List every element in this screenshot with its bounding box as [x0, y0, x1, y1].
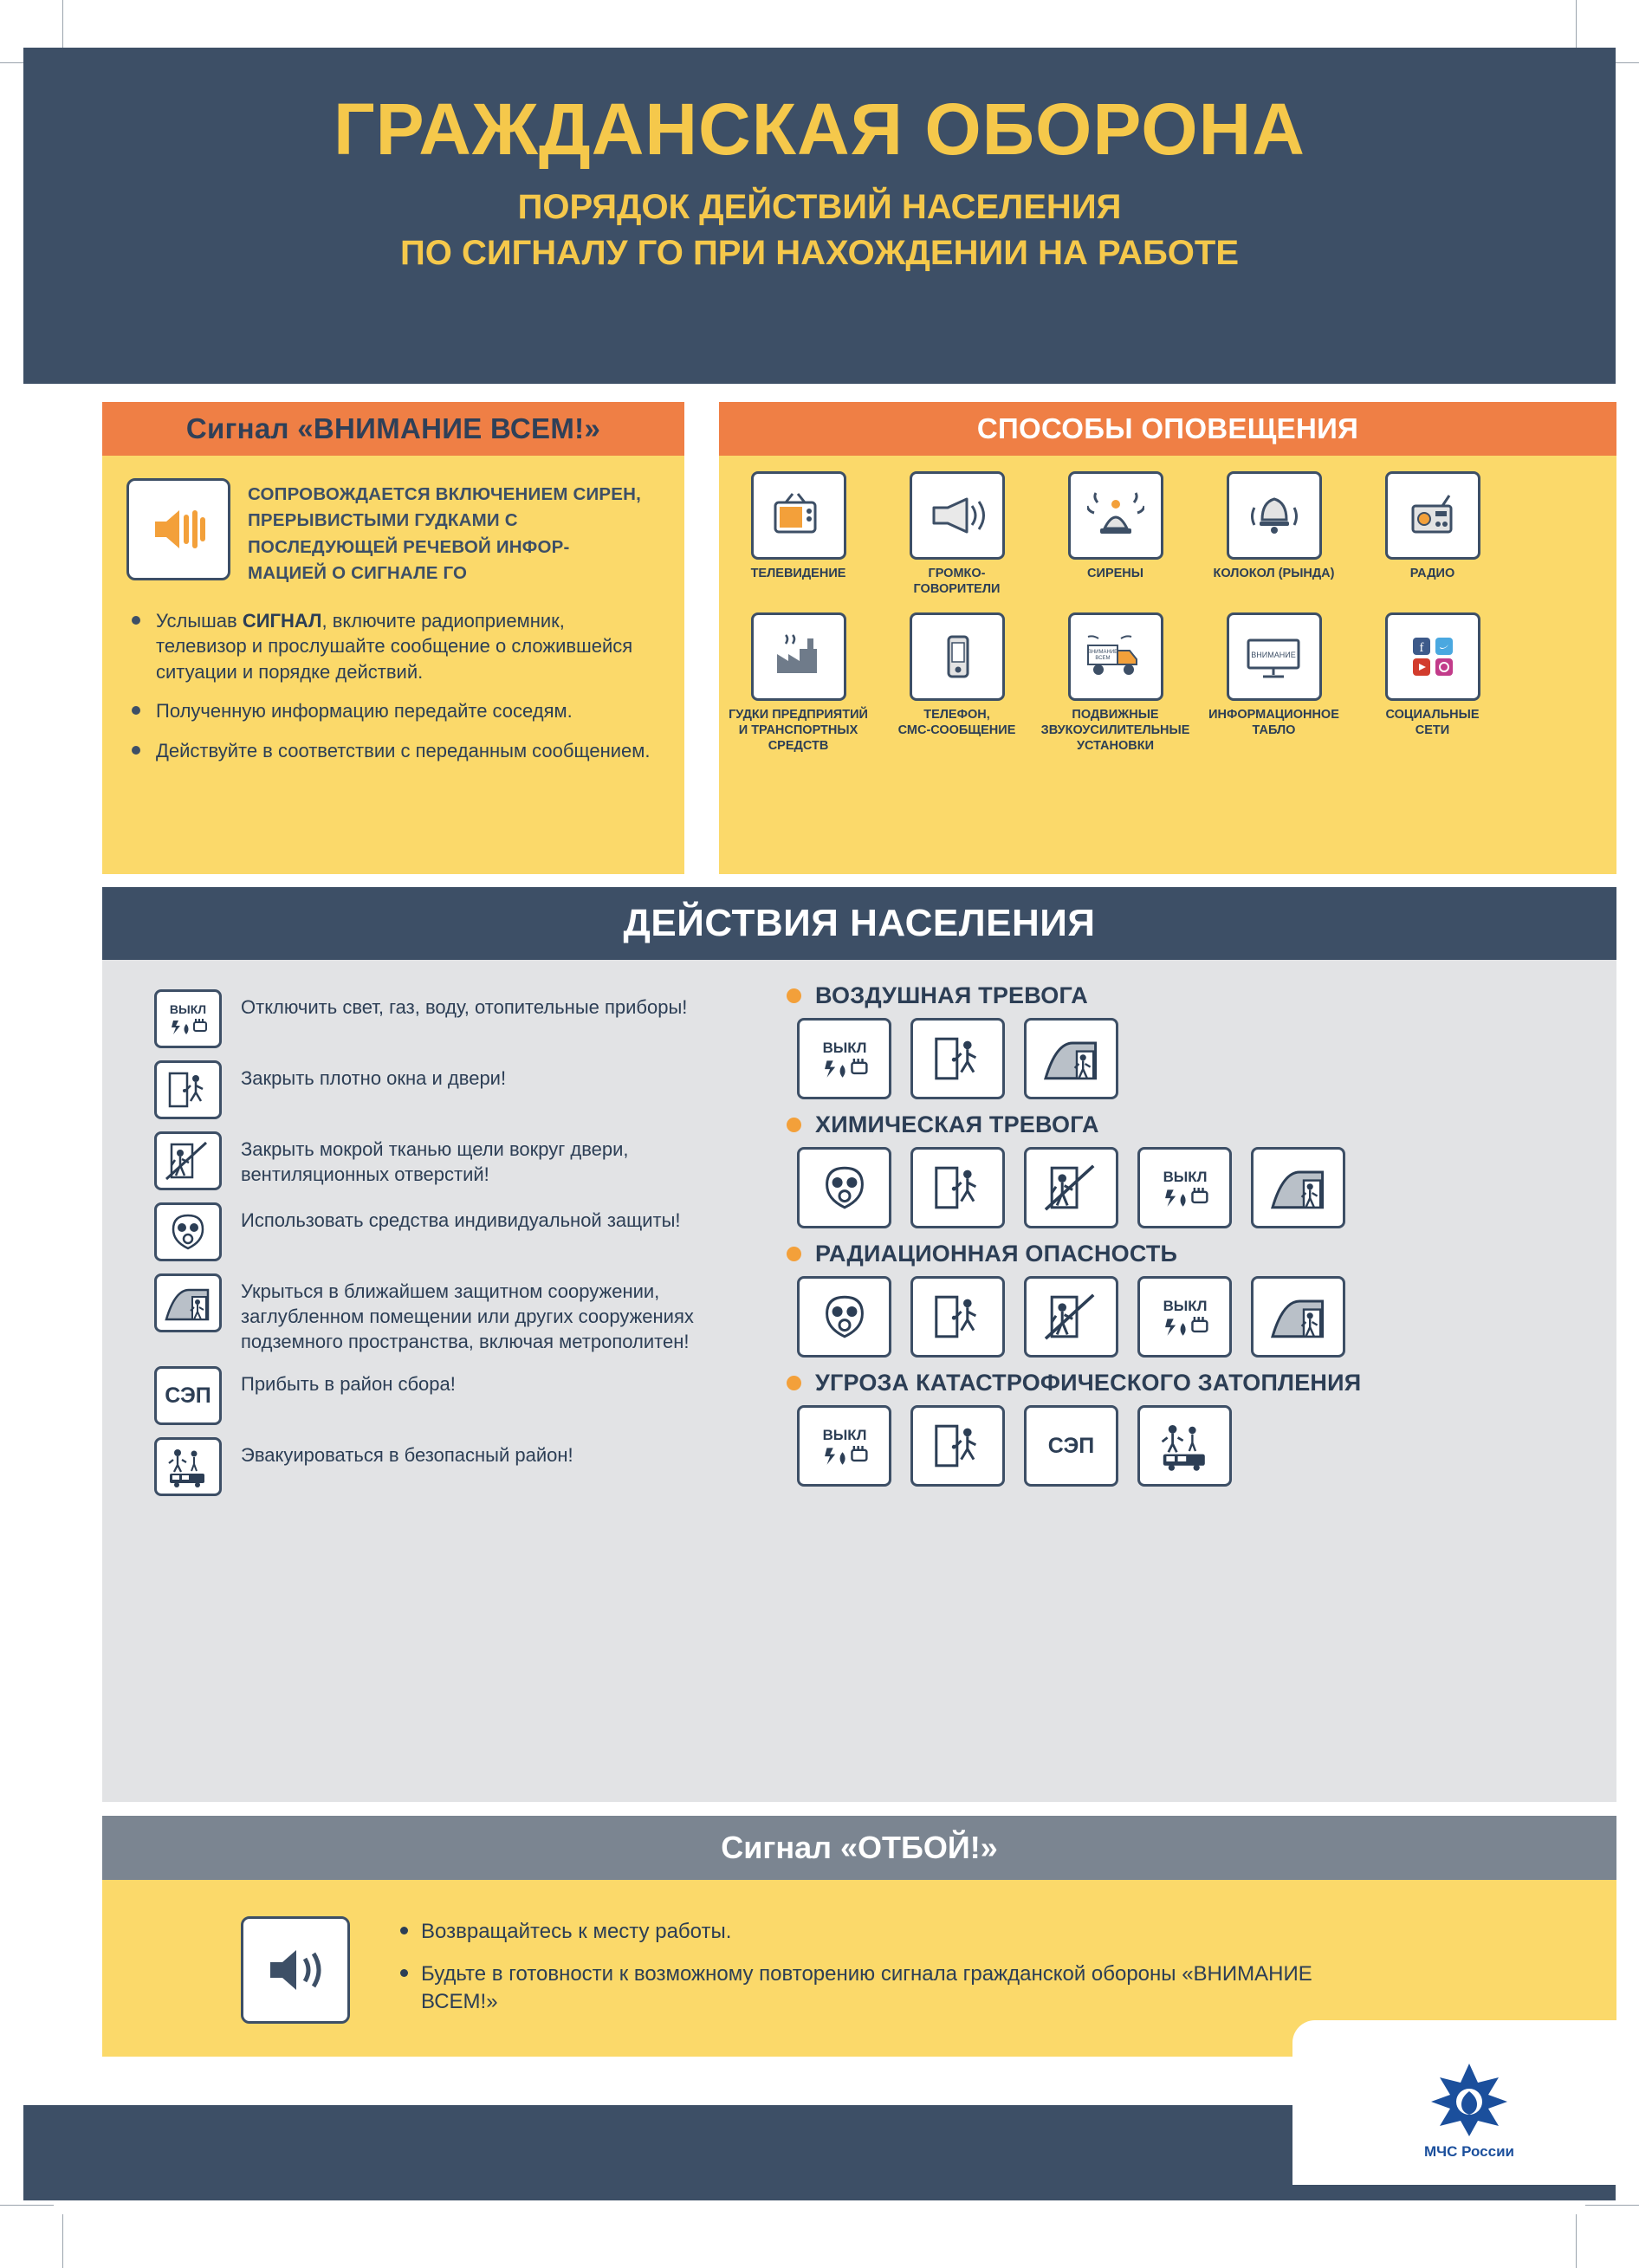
poster-header — [23, 48, 1616, 384]
group-title: ВОЗДУШНАЯ ТРЕВОГА — [815, 982, 1088, 1008]
actions-bar — [102, 887, 1616, 960]
signal-bar — [102, 402, 684, 456]
list-item-text: Закрыть мокрой тканью щели вокруг двери, вентиляционных отверстий! — [241, 1138, 629, 1186]
method-label: ПОДВИЖНЫЕ ЗВУКОУСИЛИТЕЛЬНЫЕ УСТАНОВКИ — [1040, 708, 1190, 753]
group-chemical-alarm — [787, 1111, 1584, 1228]
list-item — [154, 1060, 709, 1119]
method-label: ТЕЛЕВИДЕНИЕ — [750, 567, 846, 580]
page-subtitle — [23, 165, 1616, 276]
svg-text:ВНИМАНИЕ: ВНИМАНИЕ — [1087, 650, 1118, 656]
svg-text:ВЫКЛ: ВЫКЛ — [1163, 1168, 1207, 1185]
bullet-dot-icon — [787, 1247, 801, 1261]
signal-bar-title: Сигнал «ВНИМАНИЕ ВСЕМ!» — [185, 412, 601, 444]
method-social — [1353, 612, 1512, 754]
power-off-icon — [154, 989, 222, 1048]
method-label: ТЕЛЕФОН, СМС-СООБЩЕНИЕ — [897, 708, 1016, 738]
assembly-point-label: СЭП — [165, 1383, 211, 1408]
bullet-dot-icon — [787, 1376, 801, 1390]
seal-gaps-icon — [154, 1131, 222, 1190]
speaker-icon — [126, 478, 230, 580]
method-label: СОЦИАЛЬНЫЕ СЕТИ — [1385, 708, 1480, 738]
list-item-text: Отключить свет, газ, воду, отопительные приборы! — [241, 996, 688, 1018]
crop-mark — [62, 0, 63, 54]
gas-mask-icon — [797, 1147, 891, 1228]
group-icon-row — [787, 1276, 1584, 1358]
signal-body — [102, 456, 684, 874]
method-info-board — [1195, 612, 1353, 754]
assembly-point-icon — [1024, 1405, 1118, 1487]
crop-mark — [1576, 2214, 1577, 2268]
power-off-icon — [1137, 1147, 1232, 1228]
group-header — [787, 1370, 1584, 1396]
list-item — [154, 1366, 709, 1425]
list-item — [154, 989, 709, 1048]
list-item: Действуйте в соответствии с переданным сообщением. — [126, 738, 655, 763]
method-factory — [719, 612, 878, 754]
crop-mark — [1585, 2205, 1639, 2206]
list-item: Будьте в готовности к возможному повторению сигнала гражданской обороны «ВНИМАНИЕ ВСЕМ!» — [397, 1960, 1350, 2017]
all-clear-bullets — [397, 1918, 1350, 2031]
notification-icon-grid — [719, 456, 1616, 754]
list-item-text: Укрыться в ближайшем защитном сооружении, заглубленном помещении или других сооружениях подземного пространства, включая метрополитен! — [241, 1280, 694, 1353]
method-label: ГРОМКО- ГОВОРИТЕЛИ — [913, 567, 1001, 596]
svg-text:ВЫКЛ: ВЫКЛ — [822, 1039, 866, 1056]
gas-mask-icon — [797, 1276, 891, 1358]
notification-methods-body — [719, 456, 1616, 874]
group-icon-row — [787, 1147, 1584, 1228]
list-item — [154, 1131, 709, 1190]
radio-icon — [1385, 471, 1480, 560]
signal-bullet-list — [126, 608, 655, 777]
list-item-text: Закрыть плотно окна и двери! — [241, 1067, 507, 1089]
close-window-door-icon — [910, 1018, 1005, 1099]
list-item: Полученную информацию передайте соседям. — [126, 698, 655, 723]
actions-right-groups — [787, 982, 1584, 1499]
siren-icon — [1068, 471, 1163, 560]
list-item-text: Прибыть в район сбора! — [241, 1373, 456, 1396]
close-window-door-icon — [910, 1147, 1005, 1228]
group-title: ХИМИЧЕСКАЯ ТРЕВОГА — [815, 1111, 1099, 1137]
page-title: ГРАЖДАНСКАЯ ОБОРОНА — [334, 88, 1305, 170]
bullet-dot-icon — [787, 1118, 801, 1132]
social-networks-icon — [1385, 612, 1480, 701]
method-label: РАДИО — [1409, 567, 1455, 580]
group-air-alarm — [787, 982, 1584, 1099]
shelter-icon — [1024, 1018, 1118, 1099]
subtitle-line-2: ПО СИГНАЛУ ГО ПРИ НАХОЖДЕНИИ НА РАБОТЕ — [399, 233, 1240, 272]
assembly-point-label: СЭП — [1047, 1433, 1095, 1458]
group-title: УГРОЗА КАТАСТРОФИЧЕСКОГО ЗАТОПЛЕНИЯ — [815, 1370, 1362, 1396]
actions-left-list — [154, 989, 709, 1508]
power-off-icon — [1137, 1276, 1232, 1358]
close-window-door-icon — [154, 1060, 222, 1119]
evacuation-bus-icon — [154, 1437, 222, 1496]
actions-section — [102, 960, 1616, 1802]
svg-text:ВЫКЛ: ВЫКЛ — [169, 1002, 207, 1016]
actions-title: ДЕЙСТВИЯ НАСЕЛЕНИЯ — [623, 902, 1096, 944]
svg-text:ВЫКЛ: ВЫКЛ — [822, 1426, 866, 1443]
close-window-door-icon — [910, 1405, 1005, 1487]
list-item — [154, 1437, 709, 1496]
close-window-door-icon — [910, 1276, 1005, 1358]
signal-strong: СИГНАЛ — [242, 610, 322, 632]
factory-icon — [751, 612, 846, 701]
list-item-text: Эвакуироваться в безопасный район! — [241, 1444, 573, 1467]
signal-lead-text: СОПРОВОЖДАЕТСЯ ВКЛЮЧЕНИЕМ СИРЕН, ПРЕРЫВИСТЫМИ ГУДКАМИ С ПОСЛЕДУЮЩЕЙ РЕЧЕВОЙ ИНФОР-МАЦИЕЙ О СИГНАЛЕ ГО — [248, 484, 642, 583]
method-label: ГУДКИ ПРЕДПРИЯТИЙ И ТРАНСПОРТНЫХ СРЕДСТВ — [729, 708, 868, 753]
method-tv — [719, 471, 878, 597]
group-title: РАДИАЦИОННАЯ ОПАСНОСТЬ — [815, 1241, 1178, 1267]
gas-mask-icon — [154, 1202, 222, 1261]
list-item — [154, 1202, 709, 1261]
notification-methods-bar — [719, 402, 1616, 456]
method-bell — [1195, 471, 1353, 597]
method-label: СИРЕНЫ — [1087, 567, 1143, 580]
info-board-icon — [1227, 612, 1322, 701]
group-radiation-danger — [787, 1241, 1584, 1358]
list-item: Возвращайтесь к месту работы. — [397, 1918, 1350, 1947]
speaker-icon — [241, 1916, 350, 2024]
signal-block — [102, 402, 684, 874]
mchs-emblem-icon — [1417, 2057, 1521, 2140]
group-flood-threat — [787, 1370, 1584, 1487]
bell-icon — [1227, 471, 1322, 560]
method-label: КОЛОКОЛ (РЫНДА) — [1213, 567, 1335, 580]
all-clear-bar — [102, 1816, 1616, 1880]
crop-mark — [1576, 0, 1577, 54]
shelter-icon — [154, 1273, 222, 1332]
power-off-icon — [797, 1018, 891, 1099]
svg-text:ВСЕМ: ВСЕМ — [1094, 656, 1111, 662]
svg-text:ВЫКЛ: ВЫКЛ — [1163, 1297, 1207, 1314]
seal-gaps-icon — [1024, 1147, 1118, 1228]
group-header — [787, 982, 1584, 1009]
mchs-logo — [1339, 2051, 1599, 2166]
list-item-text: Использовать средства индивидуальной защиты! — [241, 1209, 681, 1231]
shelter-icon — [1251, 1276, 1345, 1358]
power-off-icon — [797, 1405, 891, 1487]
mchs-logo-text: МЧС России — [1424, 2143, 1514, 2160]
bullet-dot-icon — [787, 988, 801, 1003]
method-radio — [1353, 471, 1512, 597]
crop-mark — [62, 2214, 63, 2268]
method-sirens — [1036, 471, 1195, 597]
list-item: Услышав СИГНАЛ, включите радиоприемник, телевизор и прослушайте сообщение о сложившейся ситуации и порядке действий. — [126, 608, 655, 684]
group-icon-row — [787, 1405, 1584, 1487]
group-header — [787, 1111, 1584, 1138]
method-label: ИНФОРМАЦИОННОЕ ТАБЛО — [1208, 708, 1339, 738]
group-header — [787, 1241, 1584, 1267]
subtitle-line-1: ПОРЯДОК ДЕЙСТВИЙ НАСЕЛЕНИЯ — [517, 188, 1122, 226]
shelter-icon — [1251, 1147, 1345, 1228]
method-loudspeakers — [878, 471, 1036, 597]
crop-mark — [0, 2205, 54, 2206]
svg-text:ВНИМАНИЕ: ВНИМАНИЕ — [1250, 651, 1296, 660]
list-item — [154, 1273, 709, 1354]
seal-gaps-icon — [1024, 1276, 1118, 1358]
all-clear-title: Сигнал «ОТБОЙ!» — [721, 1830, 998, 1865]
method-phone — [878, 612, 1036, 754]
notification-methods-title: СПОСОБЫ ОПОВЕЩЕНИЯ — [976, 412, 1359, 444]
evacuation-bus-icon — [1137, 1405, 1232, 1487]
notification-methods-block — [719, 402, 1616, 874]
sound-truck-icon — [1068, 612, 1163, 701]
tv-icon — [751, 471, 846, 560]
assembly-point-icon — [154, 1366, 222, 1425]
method-sound-truck — [1036, 612, 1195, 754]
svg-text:f: f — [1419, 641, 1423, 656]
loudspeaker-icon — [910, 471, 1005, 560]
group-icon-row — [787, 1018, 1584, 1099]
mobile-phone-icon — [910, 612, 1005, 701]
